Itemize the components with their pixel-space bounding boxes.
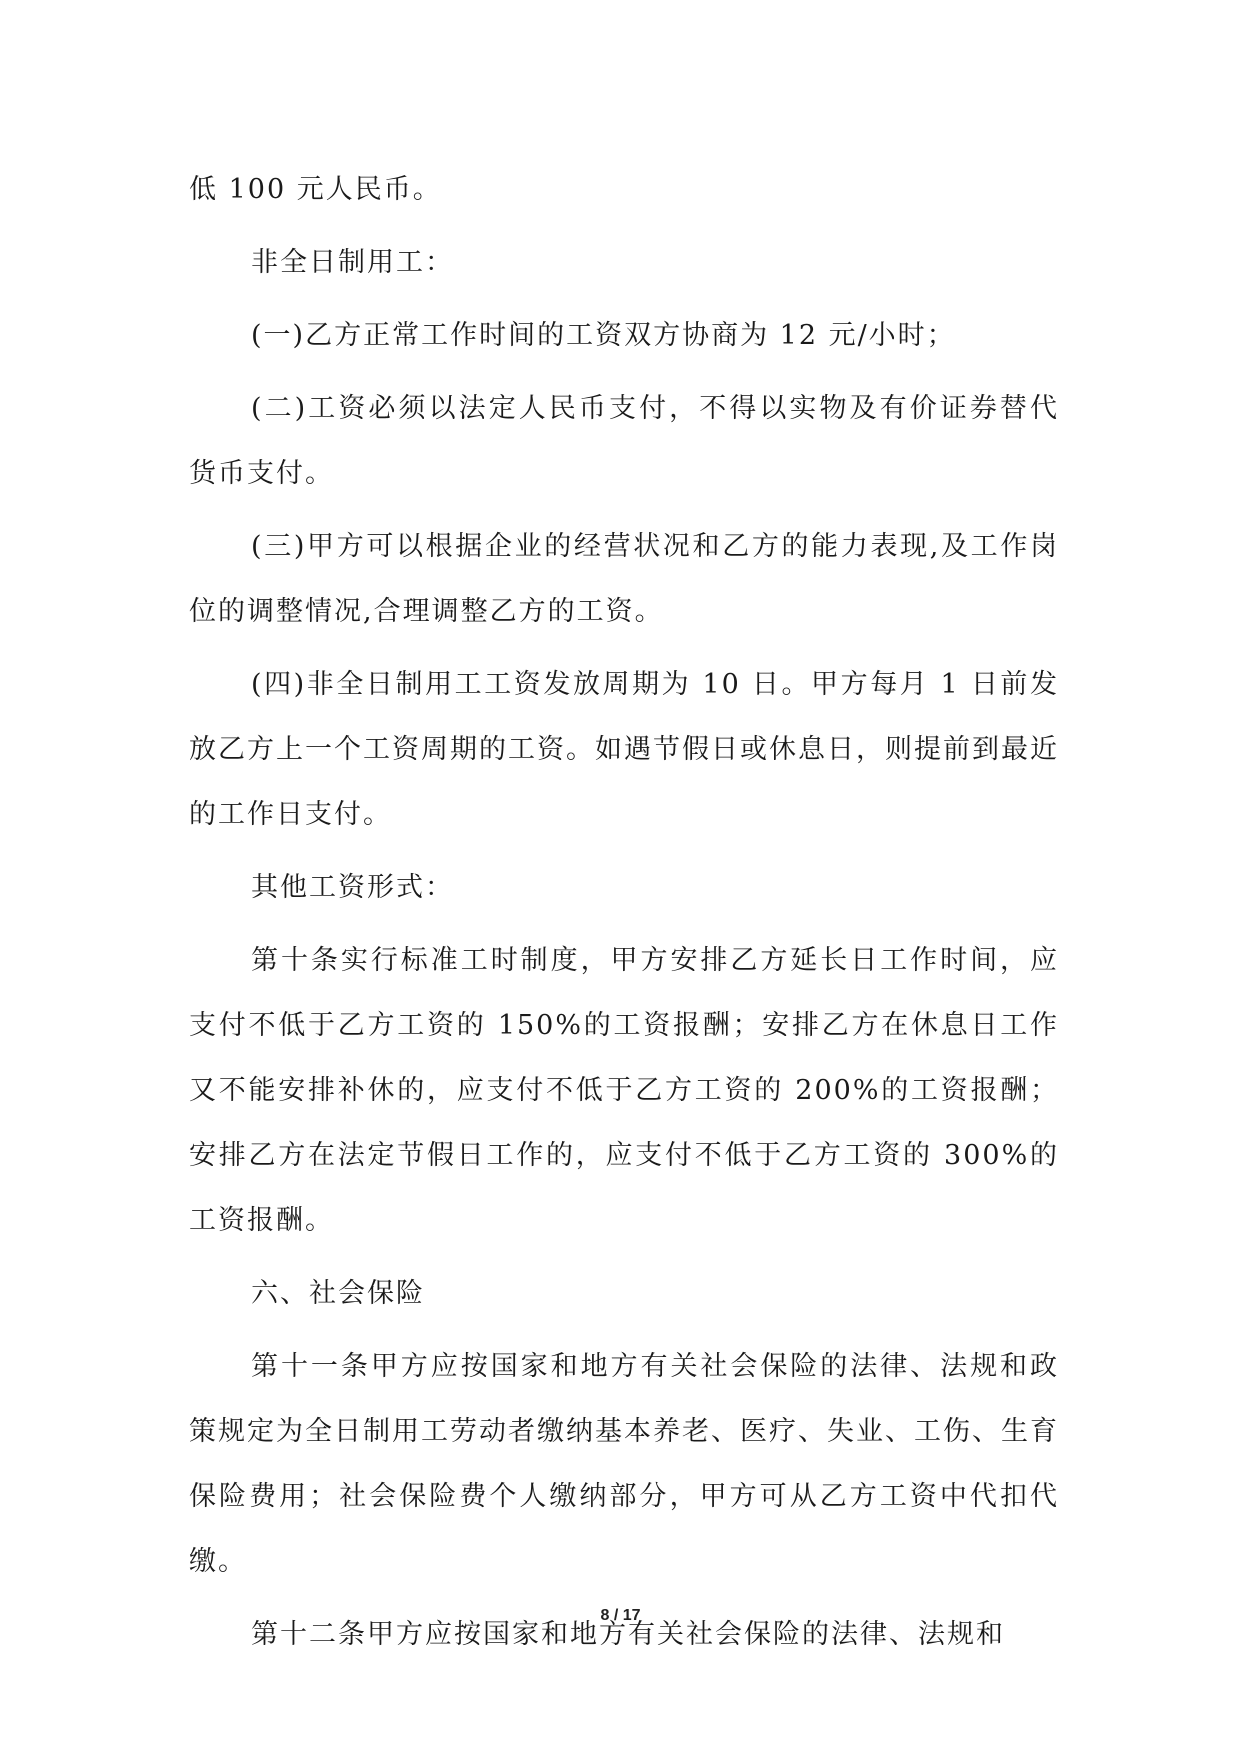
paragraph: 第十条实行标准工时制度，甲方安排乙方延长日工作时间，应支付不低于乙方工资的 150%的工资报酬；安排乙方在休息日工作又不能安排补休的，应支付不低于乙方工资的 200%的工资报酬；安排乙方在法定节假日工作的，应支付不低于乙方工资的 300%的工资报酬。 <box>189 945 1059 1236</box>
paragraph: 第十二条甲方应按国家和地方有关社会保险的法律、法规和 <box>251 1619 1005 1650</box>
page-number: 8 / 17 <box>600 1607 641 1624</box>
document-body <box>189 157 1059 1675</box>
paragraph: 第十一条甲方应按国家和地方有关社会保险的法律、法规和政策规定为全日制用工劳动者缴纳基本养老、医疗、失业、工伤、生育保险费用；社会保险费个人缴纳部分，甲方可从乙方工资中代扣代缴。 <box>189 1351 1059 1577</box>
paragraph: (二)工资必须以法定人民币支付，不得以实物及有价证券替代货币支付。 <box>189 393 1059 489</box>
paragraph: (一)乙方正常工作时间的工资双方协商为 12 元/小时； <box>251 320 956 351</box>
paragraph: 其他工资形式： <box>251 872 454 903</box>
section-heading: 六、社会保险 <box>251 1278 425 1309</box>
paragraph: (四)非全日制用工工资发放周期为 10 日。甲方每月 1 日前发放乙方上一个工资周期的工资。如遇节假日或休息日，则提前到最近的工作日支付。 <box>189 669 1059 830</box>
paragraph: (三)甲方可以根据企业的经营状况和乙方的能力表现,及工作岗位的调整情况,合理调整乙方的工资。 <box>189 531 1059 627</box>
paragraph: 低 100 元人民币。 <box>189 174 442 205</box>
paragraph: 非全日制用工： <box>251 247 454 278</box>
